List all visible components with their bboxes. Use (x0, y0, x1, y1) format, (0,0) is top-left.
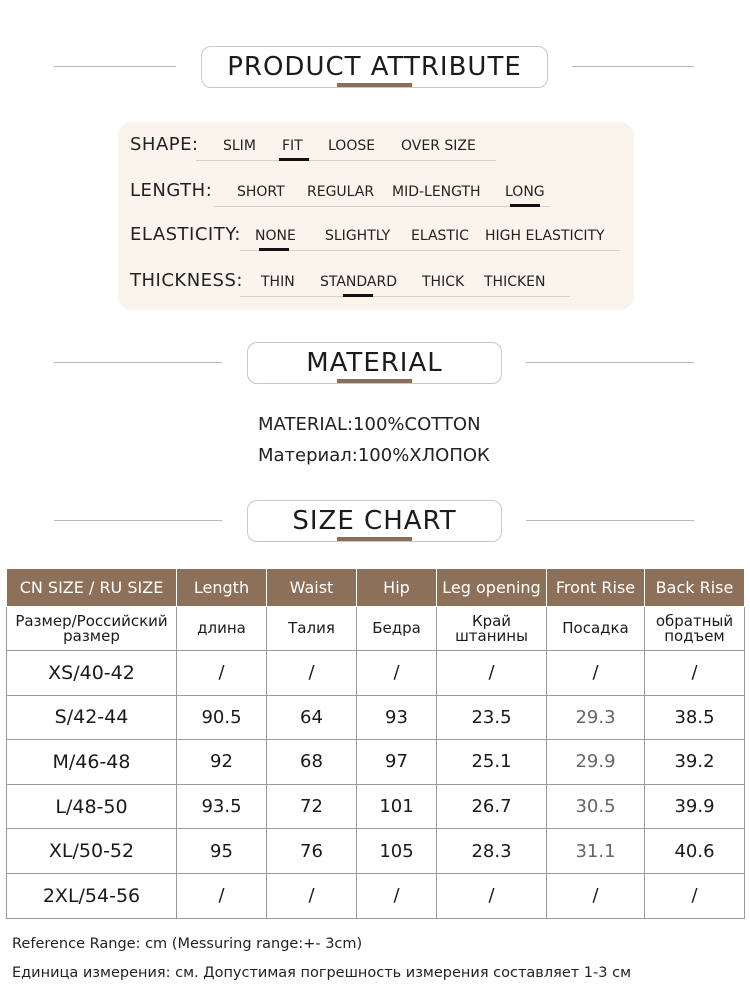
ru-column-header: Посадка (547, 607, 645, 651)
length-cell: 93.5 (177, 784, 267, 829)
table-row (7, 829, 745, 874)
hip-cell: 105 (357, 829, 437, 874)
attribute-rule (240, 250, 620, 251)
header-divider-right (526, 520, 694, 521)
option-thicken: THICKEN (484, 274, 546, 290)
hip-cell: / (357, 651, 437, 696)
table-row (7, 651, 745, 696)
option-loose: LOOSE (328, 138, 376, 154)
waist-cell: 68 (267, 740, 357, 785)
footnote-ru: Единица измерения: см. Допустимая погрешность измерения составляет 1-3 см (12, 965, 632, 981)
back-rise-cell: / (645, 651, 745, 696)
option-fit: FIT (282, 138, 303, 154)
product-attribute-panel (118, 122, 634, 310)
material-en-label: MATERIAL: (258, 414, 354, 435)
length-cell: 90.5 (177, 695, 267, 740)
back-rise-cell: 40.6 (645, 829, 745, 874)
title-accent-bar (337, 83, 412, 87)
hip-cell: / (357, 873, 437, 918)
length-cell: 95 (177, 829, 267, 874)
attribute-rule (240, 296, 570, 297)
front-rise-cell: 31.1 (547, 829, 645, 874)
column-header: Leg opening (437, 569, 547, 607)
waist-cell: 72 (267, 784, 357, 829)
option-none: NONE (255, 228, 296, 244)
table-row (7, 784, 745, 829)
length-cell: 92 (177, 740, 267, 785)
length-cell: / (177, 873, 267, 918)
leg-opening-cell: 28.3 (437, 829, 547, 874)
size-cell: 2XL/54-56 (7, 873, 177, 918)
leg-opening-cell: 25.1 (437, 740, 547, 785)
selected-indicator (343, 294, 373, 297)
front-rise-cell: 29.9 (547, 740, 645, 785)
waist-cell: 64 (267, 695, 357, 740)
option-short: SHORT (237, 184, 285, 200)
attribute-label: LENGTH: (130, 180, 213, 201)
size-cell: L/48-50 (7, 784, 177, 829)
front-rise-cell: / (547, 873, 645, 918)
selected-indicator (279, 158, 309, 161)
attribute-rule (214, 206, 550, 207)
option-thick: THICK (422, 274, 465, 290)
size-chart-table (6, 568, 745, 919)
option-slim: SLIM (223, 138, 256, 154)
material-ru-label: Материал: (258, 445, 358, 466)
material-header (0, 338, 750, 388)
waist-cell: 76 (267, 829, 357, 874)
option-elastic: ELASTIC (411, 228, 469, 244)
material-ru (258, 445, 490, 466)
attribute-label: ELASTICITY: (130, 224, 241, 245)
material-ru-value: 100%ХЛОПОК (357, 445, 490, 466)
selected-indicator (510, 204, 540, 207)
column-header: Back Rise (645, 569, 745, 607)
size-cell: XL/50-52 (7, 829, 177, 874)
ru-column-header: Бедра (357, 607, 437, 651)
column-header: Hip (357, 569, 437, 607)
ru-column-header: Край штанины (437, 607, 547, 651)
title-accent-bar (337, 379, 412, 383)
header-divider-left (54, 520, 222, 521)
section-title: SIZE CHART (247, 500, 502, 542)
column-header: Front Rise (547, 569, 645, 607)
footnote-en: Reference Range: cm (Messuring range:+- 3cm) (12, 936, 363, 952)
front-rise-cell: 29.3 (547, 695, 645, 740)
attribute-rule (196, 160, 496, 161)
leg-opening-cell: 23.5 (437, 695, 547, 740)
waist-cell: / (267, 873, 357, 918)
title-accent-bar (337, 537, 412, 541)
section-title: MATERIAL (247, 342, 502, 384)
option-mid-length: MID-LENGTH (392, 184, 481, 200)
option-long: LONG (505, 184, 545, 200)
leg-opening-cell: / (437, 873, 547, 918)
option-slightly: SLIGHTLY (325, 228, 391, 244)
ru-column-header: обратный подъем (645, 607, 745, 651)
table-row (7, 873, 745, 918)
option-standard: STANDARD (320, 274, 398, 290)
hip-cell: 97 (357, 740, 437, 785)
hip-cell: 93 (357, 695, 437, 740)
attribute-label: THICKNESS: (130, 270, 243, 291)
front-rise-cell: 30.5 (547, 784, 645, 829)
ru-column-header: Размер/Российский размер (7, 607, 177, 651)
attribute-label: SHAPE: (130, 134, 199, 155)
length-cell: / (177, 651, 267, 696)
size-cell: S/42-44 (7, 695, 177, 740)
attribute-row-elasticity (118, 216, 634, 252)
hip-cell: 101 (357, 784, 437, 829)
table-row (7, 695, 745, 740)
option-over-size: OVER SIZE (401, 138, 476, 154)
leg-opening-cell: / (437, 651, 547, 696)
option-high-elasticity: HIGH ELASTICITY (485, 228, 605, 244)
size-chart-header (0, 496, 750, 546)
option-thin: THIN (261, 274, 295, 290)
attribute-row-thickness (118, 262, 634, 298)
header-divider-left (54, 362, 222, 363)
header-divider-right (572, 66, 694, 67)
header-divider-left (54, 66, 176, 67)
ru-column-header: длина (177, 607, 267, 651)
column-header: Length (177, 569, 267, 607)
size-cell: XS/40-42 (7, 651, 177, 696)
front-rise-cell: / (547, 651, 645, 696)
back-rise-cell: / (645, 873, 745, 918)
back-rise-cell: 39.2 (645, 740, 745, 785)
header-divider-right (526, 362, 694, 363)
attribute-row-shape (118, 126, 634, 162)
column-header: CN SIZE / RU SIZE (7, 569, 177, 607)
leg-opening-cell: 26.7 (437, 784, 547, 829)
size-cell: M/46-48 (7, 740, 177, 785)
product-attribute-header (0, 42, 750, 92)
column-header: Waist (267, 569, 357, 607)
table-subheader-row (7, 607, 745, 651)
option-regular: REGULAR (307, 184, 375, 200)
material-en (258, 414, 481, 435)
material-en-value: 100%COTTON (353, 414, 481, 435)
attribute-row-length (118, 172, 634, 208)
back-rise-cell: 39.9 (645, 784, 745, 829)
selected-indicator (259, 248, 289, 251)
ru-column-header: Талия (267, 607, 357, 651)
waist-cell: / (267, 651, 357, 696)
table-row (7, 740, 745, 785)
back-rise-cell: 38.5 (645, 695, 745, 740)
table-header-row (7, 569, 745, 607)
section-title: PRODUCT ATTRIBUTE (201, 46, 548, 88)
